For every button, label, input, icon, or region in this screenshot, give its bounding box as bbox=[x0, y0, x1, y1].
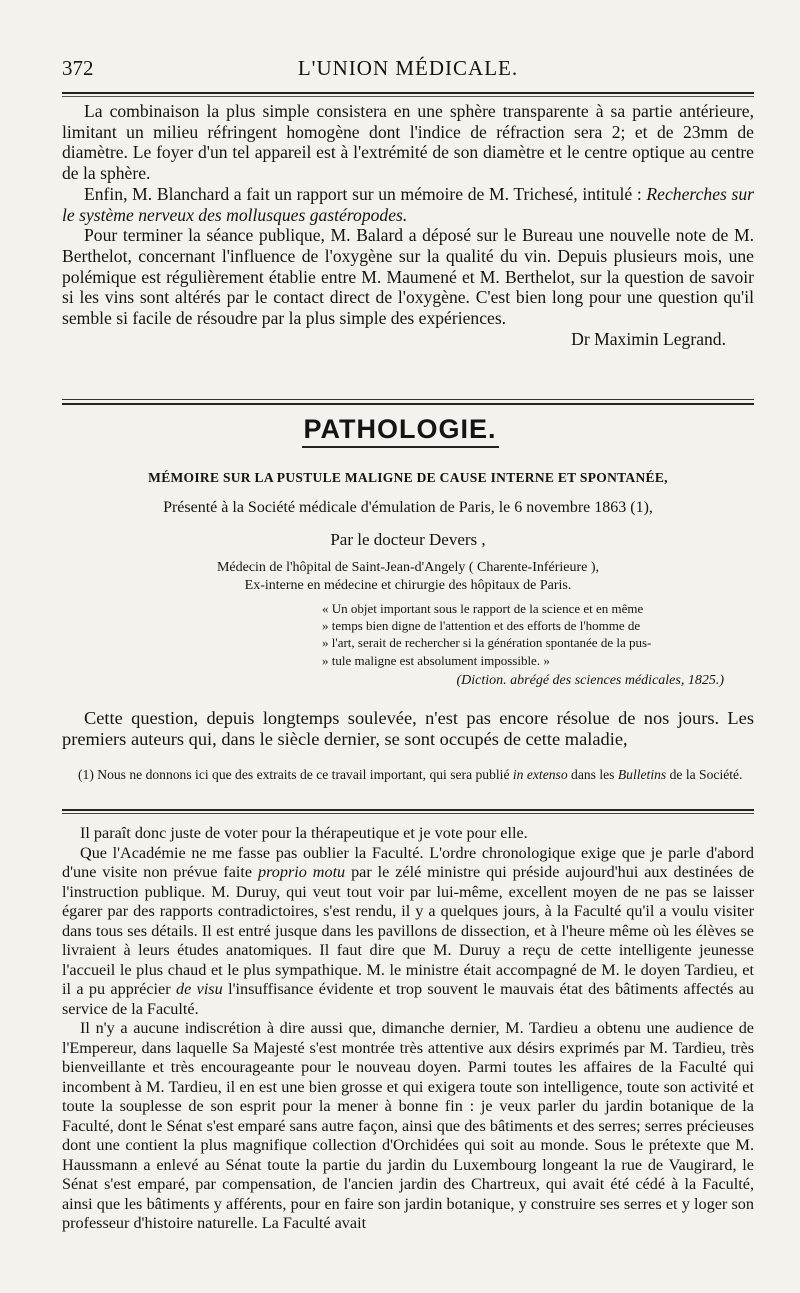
quote-line: » l'art, serait de rechercher si la génération spontanée de la pus- bbox=[322, 635, 652, 651]
paragraph bbox=[62, 184, 754, 225]
footnote-text bbox=[62, 766, 754, 783]
footnote-bulletins: Bulletins bbox=[617, 767, 667, 782]
quote-line: » temps bien digne de l'attention et des efforts de l'homme de bbox=[322, 618, 641, 634]
epigraph-quote bbox=[322, 600, 754, 669]
top-article-body bbox=[62, 101, 754, 349]
footnote-lead: (1) Nous ne donnons ici que des extraits de ce travail important, qui sera publié bbox=[78, 767, 510, 782]
feuilleton-body bbox=[62, 824, 754, 1234]
journal-title: L'UNION MÉDICALE. bbox=[297, 56, 519, 80]
presented-line: Présenté à la Société médicale d'émulation de Paris, le 6 novembre 1863 (1), bbox=[163, 499, 653, 516]
memoir-reference-title: Recherches sur le système nerveux des mollusques gastéropodes. bbox=[62, 183, 754, 225]
paragraph: Cette question, depuis longtemps soulevée, n'est pas encore résolue de nos jours. Les premiers auteurs qui, dans le siècle dernier, se sont occupés de cette maladie, bbox=[62, 708, 754, 749]
quote-line: » tule maligne est absolument impossible. » bbox=[322, 652, 550, 668]
feuilleton-rule-thin bbox=[62, 813, 754, 814]
section-rule bbox=[62, 403, 754, 405]
footnote-end: de la Société. bbox=[669, 767, 743, 782]
footnote-italic: in extenso bbox=[512, 767, 568, 782]
section-heading-wrap bbox=[0, 414, 800, 448]
author-signature: Dr Maximin Legrand. bbox=[571, 328, 726, 349]
author-line: Par le docteur Devers , bbox=[330, 530, 486, 549]
quote-source: (Diction. abrégé des sciences médicales, 1825.) bbox=[456, 673, 724, 688]
header-rule-thin bbox=[62, 96, 754, 97]
section-heading: PATHOLOGIE. bbox=[302, 414, 499, 448]
paragraph: Pour terminer la séance publique, M. Balard a déposé sur le Bureau une nouvelle note de M. Berthelot, concernant l'influence de l'oxygène sur la qualité du vin. Depuis plusieurs mois, une polémique est régulièrement établie entre M. Maumené et M. Berthelot, sur la question de savoir si les vins sont altérés par le contact direct de l'oxygène. C'est bien long pour une question qu'il semble si facile de résoudre par la plus simple des expériences. bbox=[62, 225, 754, 329]
section-rule-thin bbox=[62, 399, 754, 400]
affiliation-line: Médecin de l'hôpital de Saint-Jean-d'Angely ( Charente-Inférieure ), bbox=[216, 560, 600, 575]
text-run: Que l'Académie ne me fasse pas oublier la Faculté. L'ordre chronologique exige que je parle d'abord d'une visite non prévue faite bbox=[62, 843, 754, 881]
running-header bbox=[62, 56, 754, 86]
quote-line: « Un objet important sous le rapport de la science et en même bbox=[322, 601, 644, 616]
page-number: 372 bbox=[62, 56, 94, 80]
text-run: par le zélé ministre qui préside aujourd'hui aux destinées de l'instruction publique. M. Duruy, qui veut tout voir par lui-même, excellent moyen de ne pas se laisser égarer par des rapports contradictoires, s'est rendu, il y a quelques jours, à la Faculté qu'il a voulu visiter dans tous ses détails. Il est entré jusque dans les pavillons de dissection, et à l'heure même où les élèves se livraient à leurs études anatomiques. Il faut dire que M. Duruy a reçu de cette intelligente jeunesse l'accueil le plus chaud et le plus sympathique. M. le ministre était accompagné de M. le doyen Tardieu, et il a pu apprécier bbox=[62, 863, 755, 998]
memoir-title: MÉMOIRE SUR LA PUSTULE MALIGNE DE CAUSE INTERNE ET SPONTANÉE, bbox=[148, 470, 668, 485]
italic-phrase: proprio motu bbox=[258, 863, 346, 881]
header-rule bbox=[62, 92, 754, 94]
feuilleton-rule bbox=[62, 809, 754, 811]
text-run: l'insuffisance évidente et trop souvent le mauvais état des bâtiments affectés au service de la Faculté. bbox=[62, 980, 755, 1018]
paragraph: Il paraît donc juste de voter pour la thérapeutique et je vote pour elle. bbox=[80, 824, 528, 842]
paragraph: Il n'y a aucune indiscrétion à dire aussi que, dimanche dernier, M. Tardieu a obtenu une audience de l'Empereur, dans laquelle Sa Majesté s'est montrée très attentive aux désirs exprimés par M. Tardieu, très bienveillante et très encourageante pour le nouveau doyen. Parmi toutes les affaires de la Faculté qui incombent à M. Tardieu, il en est une bien grosse et qui exigera toute son intelligence, toute son activité et toute la souplesse de son esprit pour la mener à bonne fin : je veux parler du jardin botanique de la Faculté, dont le Sénat s'est emparé sans autre façon, ainsi que des bâtiments et des serres; serres précieuses dont une contient la plus magnifique collection d'Orchidées qui soit au monde. Sous le prétexte que M. Haussmann a enlevé au Sénat toute la partie du jardin du Luxembourg longeant la rue de Vaugirard, le Sénat s'est emparé, par compensation, de l'ancien jardin des Chartreux, qui avait été cédé à la Faculté, ainsi que les bâtiments y afférents, pour en faire son jardin botanique, y construire ses serres et y loger son professeur d'histoire naturelle. La Faculté avait bbox=[62, 1019, 754, 1232]
affiliation-line: Ex-interne en médecine et chirurgie des hôpitaux de Paris. bbox=[244, 578, 572, 593]
paragraph bbox=[62, 844, 754, 1020]
author-affiliation bbox=[62, 559, 754, 595]
italic-phrase: de visu bbox=[176, 980, 223, 998]
paragraph-lead: Enfin, M. Blanchard a fait un rapport sur un mémoire de M. Trichesé, intitulé : bbox=[84, 183, 642, 204]
footnote-mid: dans les bbox=[571, 767, 615, 782]
footnote bbox=[62, 766, 754, 783]
memoir-intro bbox=[62, 708, 754, 750]
paragraph: La combinaison la plus simple consistera en une sphère transparente à sa partie antérieure, limitant un milieu réfringent homogène dont l'indice de réfraction sera 2; et de 23mm de diamètre. Le foyer d'un tel appareil est à l'extrémité de son diamètre et le centre optique au centre de la sphère. bbox=[62, 101, 754, 184]
